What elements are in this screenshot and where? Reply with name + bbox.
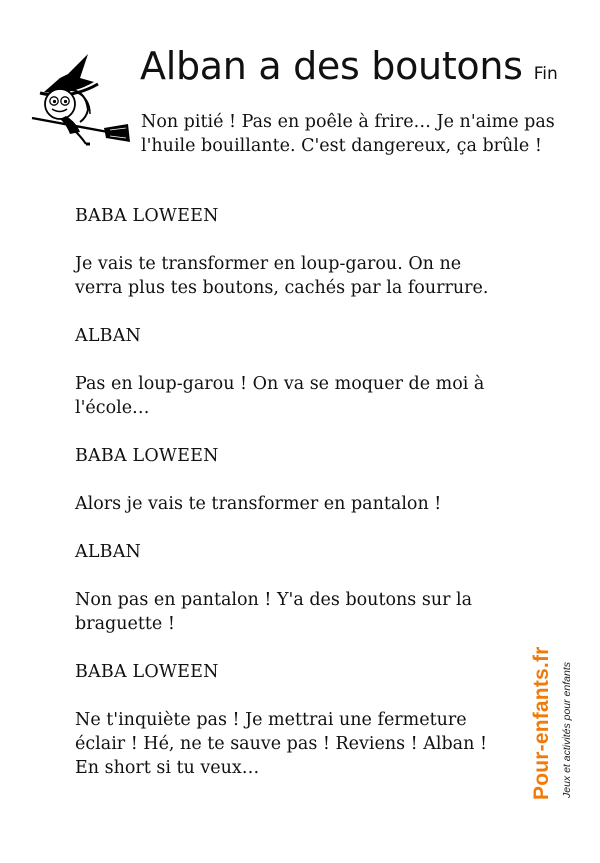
brand-tagline: Jeux et activités pour enfants bbox=[561, 662, 573, 798]
speaker-name: BABA LOWEEN bbox=[75, 662, 219, 682]
dialogue-line: Pas en loup-garou ! On va se moquer de moi à l'école… bbox=[75, 374, 485, 418]
page-header bbox=[140, 44, 558, 88]
dialogue-line: Non pas en pantalon ! Y'a des boutons sur la braguette ! bbox=[75, 590, 473, 634]
speaker-name: BABA LOWEEN bbox=[75, 446, 219, 466]
page-title: Alban a des boutons bbox=[140, 44, 523, 88]
dialogue-line: Alors je vais te transformer en pantalon ! bbox=[75, 494, 442, 514]
speaker-name: ALBAN bbox=[75, 326, 142, 346]
intro-paragraph: Non pitié ! Pas en poêle à frire… Je n'aime pas l'huile bouillante. C'est dangereux, ça brûle ! bbox=[141, 112, 555, 156]
page-title-tag: Fin bbox=[533, 64, 558, 84]
brand-logo: Pour-enfants.fr bbox=[530, 646, 553, 800]
dialogue-line: Je vais te transformer en loup-garou. On ne verra plus tes boutons, cachés par la fourrure. bbox=[75, 254, 489, 298]
dialogue-line: Ne t'inquiète pas ! Je mettrai une fermeture éclair ! Hé, ne te sauve pas ! Reviens ! Alban ! En short si tu veux… bbox=[75, 710, 487, 778]
speaker-name: ALBAN bbox=[75, 542, 142, 562]
speaker-name: BABA LOWEEN bbox=[75, 206, 219, 226]
dialogue-script bbox=[75, 204, 495, 804]
witch-on-broom-icon bbox=[30, 52, 138, 150]
